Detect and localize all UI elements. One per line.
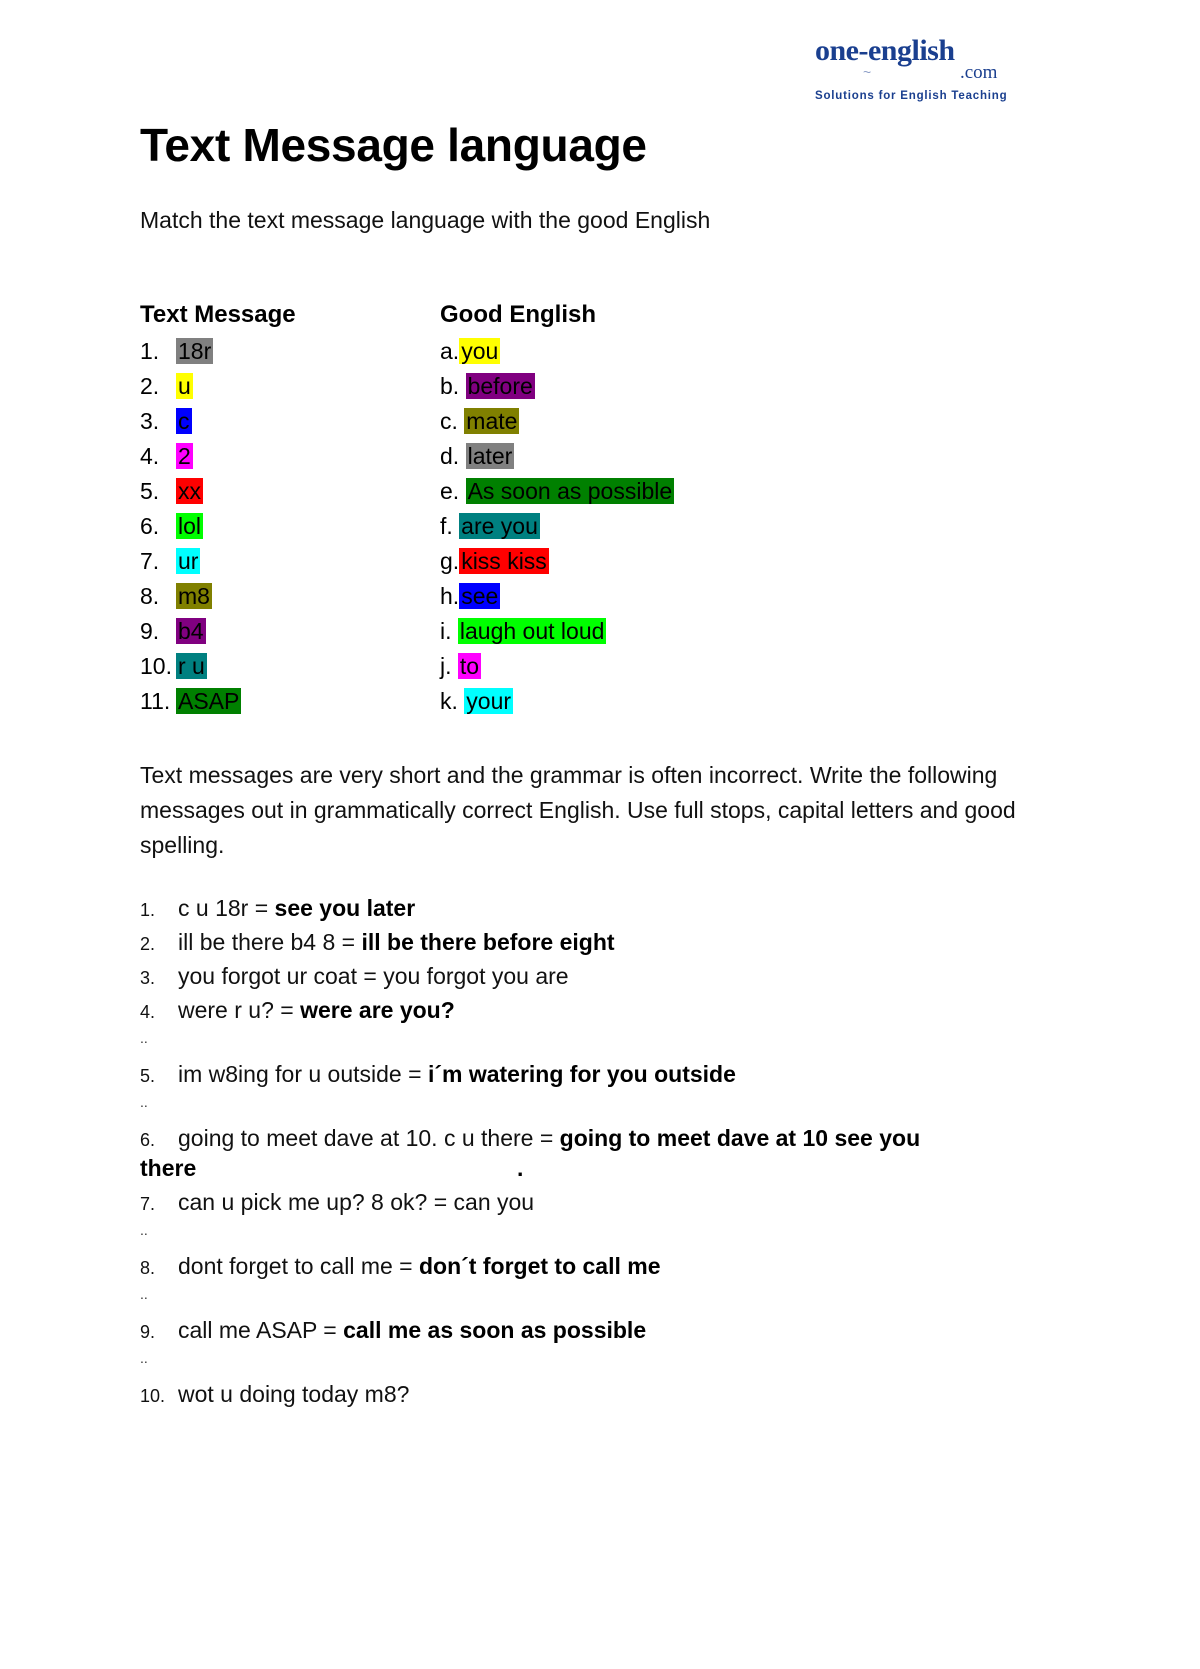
text-message-term: ur xyxy=(178,548,199,574)
exercise-number: 3. xyxy=(140,968,156,988)
good-english-item xyxy=(440,475,674,508)
good-english-term: As soon as possible xyxy=(467,478,673,504)
exercise-number: 8. xyxy=(140,1258,156,1278)
exercise-prompt: you forgot ur coat = you forgot you are xyxy=(178,963,569,989)
exercise-number: 6. xyxy=(140,1130,156,1150)
text-message-item xyxy=(140,405,192,438)
exercise-number: 1. xyxy=(140,900,156,920)
good-english-term: to xyxy=(459,653,480,679)
page-title: Text Message language xyxy=(140,119,647,171)
dots-separator: .. xyxy=(140,1350,148,1366)
exercise-item xyxy=(140,1125,920,1152)
exercise-number: 9. xyxy=(140,1322,156,1342)
item-letter: h. xyxy=(440,583,460,609)
text-message-term: ASAP xyxy=(178,688,240,714)
logo-tilde: ~ xyxy=(863,64,872,80)
good-english-item xyxy=(440,510,540,543)
text-message-header: Text Message xyxy=(140,301,296,328)
exercise-prompt: were r u? = xyxy=(178,997,301,1023)
good-english-term: are you xyxy=(461,513,538,539)
good-english-term: mate xyxy=(466,408,518,434)
logo-tagline: Solutions for English Teaching xyxy=(815,90,1008,102)
item-number: 2. xyxy=(140,373,160,399)
item-number: 7. xyxy=(140,548,160,574)
item-letter: j. xyxy=(440,653,452,679)
exercise-prompt: im w8ing for u outside = xyxy=(178,1061,428,1087)
exercise-prompt: wot u doing today m8? xyxy=(178,1381,410,1407)
exercise-answer: call me as soon as possible xyxy=(343,1317,647,1343)
good-english-item xyxy=(440,370,535,403)
item-letter: e. xyxy=(440,478,460,504)
exercise-answer: going to meet dave at 10 see you xyxy=(559,1125,921,1151)
exercise-item xyxy=(140,929,615,956)
exercise-answer: i´m watering for you outside xyxy=(427,1061,736,1087)
item-letter: a. xyxy=(440,338,460,364)
text-message-term: lol xyxy=(178,513,202,539)
item-letter: b. xyxy=(440,373,460,399)
good-english-term: laugh out loud xyxy=(459,618,605,644)
exercise-item xyxy=(140,1189,534,1216)
good-english-item xyxy=(440,650,481,683)
one-english-logo xyxy=(815,34,1015,110)
exercise-prompt: can u pick me up? 8 ok? = can you xyxy=(178,1189,535,1215)
item-letter: k. xyxy=(440,688,458,714)
exercise-prompt: c u 18r = xyxy=(178,895,275,921)
good-english-term: later xyxy=(467,443,513,469)
text-message-term: b4 xyxy=(178,618,204,644)
text-message-term: u xyxy=(178,373,191,399)
text-message-item xyxy=(140,370,193,403)
exercise-prompt: dont forget to call me = xyxy=(178,1253,419,1279)
exercise-answer: don´t forget to call me xyxy=(419,1253,661,1279)
item-number: 5. xyxy=(140,478,160,504)
good-english-term: kiss kiss xyxy=(461,548,547,574)
exercise-number: 7. xyxy=(140,1194,156,1214)
text-message-term: m8 xyxy=(178,583,210,609)
text-message-item xyxy=(140,335,213,368)
dots-separator: .. xyxy=(140,1286,148,1302)
text-message-item xyxy=(140,475,203,508)
exercise-answer: were are you? xyxy=(300,997,455,1023)
text-message-term: 18r xyxy=(178,338,212,364)
good-english-header: Good English xyxy=(440,301,596,328)
exercise-answer-continuation: there xyxy=(140,1155,197,1181)
text-message-item xyxy=(140,545,200,578)
grammar-instructions: Text messages are very short and the grammar is often incorrect. Write the following messages out in grammatically correct English. Use full stops, capital letters and good spelling. xyxy=(140,762,1016,858)
exercise-answer: ill be there before eight xyxy=(361,929,615,955)
exercise-prompt: going to meet dave at 10. c u there = xyxy=(178,1125,560,1151)
item-number: 3. xyxy=(140,408,160,434)
exercise-number: 5. xyxy=(140,1066,156,1086)
item-number: 1. xyxy=(140,338,160,364)
good-english-term: your xyxy=(466,688,512,714)
good-english-item xyxy=(440,685,513,718)
exercise-number: 2. xyxy=(140,934,156,954)
item-number: 6. xyxy=(140,513,160,539)
item-letter: g. xyxy=(440,548,460,574)
good-english-term: see xyxy=(461,583,499,609)
exercise-number: 4. xyxy=(140,1002,156,1022)
text-message-term: r u xyxy=(178,653,205,679)
item-number: 9. xyxy=(140,618,160,644)
exercise-answer-period: . xyxy=(517,1155,524,1181)
dots-separator: .. xyxy=(140,1094,148,1110)
exercise-item xyxy=(140,1317,646,1344)
good-english-item xyxy=(440,335,500,368)
logo-com-text: .com xyxy=(960,62,998,83)
intro-instructions: Match the text message language with the good English xyxy=(140,207,711,233)
item-letter: c. xyxy=(440,408,458,434)
logo-main-text: one-english xyxy=(815,34,955,67)
text-message-item xyxy=(140,650,207,683)
exercise-item xyxy=(140,963,569,990)
exercise-item xyxy=(140,997,455,1024)
text-message-item xyxy=(140,580,212,613)
text-message-term: c xyxy=(178,408,190,434)
exercise-item xyxy=(140,1253,661,1280)
text-message-term: xx xyxy=(178,478,201,504)
good-english-item xyxy=(440,405,519,438)
exercise-answer: see you later xyxy=(274,895,416,921)
good-english-item xyxy=(440,440,514,473)
exercise-prompt: ill be there b4 8 = xyxy=(178,929,362,955)
good-english-item xyxy=(440,580,500,613)
dots-separator: .. xyxy=(140,1222,148,1238)
item-letter: f. xyxy=(440,513,453,539)
item-number: 4. xyxy=(140,443,160,469)
exercise-number: 10. xyxy=(140,1386,166,1406)
good-english-item xyxy=(440,615,606,648)
text-message-item xyxy=(140,685,241,718)
item-letter: d. xyxy=(440,443,460,469)
exercise-prompt: call me ASAP = xyxy=(178,1317,344,1343)
item-number: 8. xyxy=(140,583,160,609)
text-message-item xyxy=(140,440,193,473)
good-english-term: you xyxy=(461,338,499,364)
exercise-item xyxy=(140,895,415,922)
item-number: 11. xyxy=(140,688,171,714)
exercise-item xyxy=(140,1381,409,1408)
exercise-item xyxy=(140,1061,736,1088)
text-message-term: 2 xyxy=(178,443,191,469)
dots-separator: .. xyxy=(140,1030,148,1046)
item-number: 10. xyxy=(140,653,172,679)
good-english-term: before xyxy=(467,373,533,399)
text-message-item xyxy=(140,615,206,648)
text-message-item xyxy=(140,510,203,543)
good-english-item xyxy=(440,545,549,578)
item-letter: i. xyxy=(440,618,452,644)
